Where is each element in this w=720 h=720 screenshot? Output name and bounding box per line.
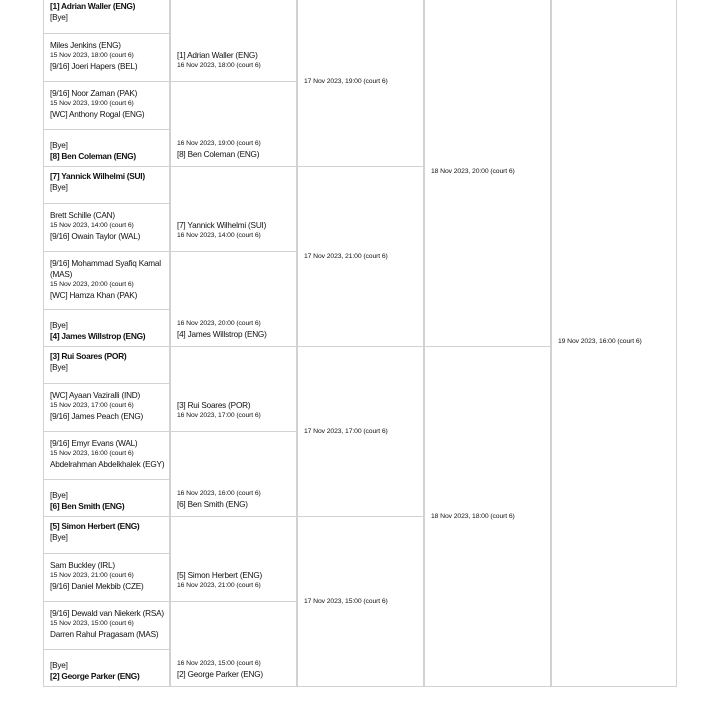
player-name: [9/16] Dewald van Niekerk (RSA) (50, 609, 164, 618)
player-name: Darren Rahul Pragasam (MAS) (50, 630, 159, 639)
round-1-match (43, 204, 170, 252)
player-name: [WC] Anthony Rogal (ENG) (50, 110, 145, 119)
round-2-match (170, 82, 297, 167)
round-2-match (170, 347, 297, 432)
match-schedule: 15 Nov 2023, 20:00 (court 6) (50, 281, 134, 288)
player-name: Brett Schille (CAN) (50, 211, 115, 220)
round-1-match (43, 130, 170, 167)
player-name: (MAS) (50, 270, 73, 279)
round-1-match (43, 517, 170, 554)
seeded-player: [3] Rui Soares (POR) (50, 351, 127, 361)
round-1-match (43, 602, 170, 650)
player-name: [1] Adrian Waller (ENG) (177, 51, 258, 60)
match-schedule: 16 Nov 2023, 17:00 (court 6) (177, 412, 261, 419)
semifinal-match (424, 347, 551, 687)
match-schedule: 15 Nov 2023, 21:00 (court 6) (50, 572, 134, 579)
seeded-player: [1] Adrian Waller (ENG) (50, 1, 136, 11)
match-schedule: 18 Nov 2023, 18:00 (court 6) (431, 512, 515, 520)
match-schedule: 16 Nov 2023, 16:00 (court 6) (177, 490, 261, 497)
match-schedule: 16 Nov 2023, 21:00 (court 6) (177, 582, 261, 589)
player-name: [Bye] (50, 183, 68, 192)
player-name: [9/16] James Peach (ENG) (50, 412, 144, 421)
round-2-match (170, 432, 297, 517)
player-name: [3] Rui Soares (POR) (177, 401, 251, 410)
player-name: [9/16] Owain Taylor (WAL) (50, 232, 141, 241)
round-1-match (43, 82, 170, 130)
final-match (551, 0, 677, 687)
match-schedule: 18 Nov 2023, 20:00 (court 6) (431, 167, 515, 175)
player-name: [WC] Hamza Khan (PAK) (50, 291, 138, 300)
seeded-player: [7] Yannick Wilhelmi (SUI) (50, 171, 145, 181)
match-schedule: 19 Nov 2023, 16:00 (court 6) (558, 337, 642, 345)
match-schedule: 16 Nov 2023, 18:00 (court 6) (177, 62, 261, 69)
round-2-match (170, 167, 297, 252)
player-name: [9/16] Emyr Evans (WAL) (50, 439, 138, 448)
round-1-match (43, 650, 170, 687)
match-schedule: 17 Nov 2023, 19:00 (court 6) (304, 77, 388, 85)
player-name: [9/16] Noor Zaman (PAK) (50, 89, 138, 98)
round-1-match (43, 384, 170, 432)
match-schedule: 16 Nov 2023, 15:00 (court 6) (177, 660, 261, 667)
round-1-match (43, 347, 170, 384)
player-name: [Bye] (50, 363, 68, 372)
seeded-player: [6] Ben Smith (ENG) (50, 501, 125, 511)
player-name: [9/16] Mohammad Syafiq Kamal (50, 259, 161, 268)
round-2-match (170, 0, 297, 82)
quarterfinal-match (297, 167, 424, 347)
round-2-match (170, 252, 297, 347)
player-name: [6] Ben Smith (ENG) (177, 500, 248, 509)
round-1-match (43, 167, 170, 204)
round-1-match (43, 34, 170, 82)
seeded-player: [8] Ben Coleman (ENG) (50, 151, 136, 161)
semifinal-match (424, 0, 551, 347)
match-schedule: 15 Nov 2023, 15:00 (court 6) (50, 620, 134, 627)
match-schedule: 16 Nov 2023, 19:00 (court 6) (177, 140, 261, 147)
seeded-player: [4] James Willstrop (ENG) (50, 331, 146, 341)
quarterfinal-match (297, 347, 424, 517)
player-name: [Bye] (50, 533, 68, 542)
player-name: [WC] Ayaan Vaziralli (IND) (50, 391, 141, 400)
round-2-match (170, 602, 297, 687)
player-name: [2] George Parker (ENG) (177, 670, 263, 679)
player-name: [8] Ben Coleman (ENG) (177, 150, 260, 159)
round-1-match (43, 310, 170, 347)
match-schedule: 17 Nov 2023, 21:00 (court 6) (304, 252, 388, 260)
round-1-match (43, 0, 170, 34)
player-name: [9/16] Daniel Mekbib (CZE) (50, 582, 144, 591)
player-name: [Bye] (50, 321, 68, 330)
quarterfinal-match (297, 517, 424, 687)
round-2-match (170, 517, 297, 602)
match-schedule: 15 Nov 2023, 17:00 (court 6) (50, 402, 134, 409)
round-1-match (43, 480, 170, 517)
match-schedule: 15 Nov 2023, 18:00 (court 6) (50, 52, 134, 59)
player-name: [Bye] (50, 141, 68, 150)
seeded-player: [2] George Parker (ENG) (50, 671, 140, 681)
player-name: [Bye] (50, 661, 68, 670)
match-schedule: 15 Nov 2023, 16:00 (court 6) (50, 450, 134, 457)
match-schedule: 16 Nov 2023, 14:00 (court 6) (177, 232, 261, 239)
match-schedule: 16 Nov 2023, 20:00 (court 6) (177, 320, 261, 327)
match-schedule: 17 Nov 2023, 15:00 (court 6) (304, 597, 388, 605)
quarterfinal-match (297, 0, 424, 167)
match-schedule: 15 Nov 2023, 14:00 (court 6) (50, 222, 134, 229)
round-1-match (43, 432, 170, 480)
round-1-match (43, 252, 170, 310)
player-name: [4] James Willstrop (ENG) (177, 330, 267, 339)
player-name: [7] Yannick Wilhelmi (SUI) (177, 221, 267, 230)
player-name: Miles Jenkins (ENG) (50, 41, 121, 50)
round-1-match (43, 554, 170, 602)
player-name: [Bye] (50, 491, 68, 500)
player-name: Sam Buckley (IRL) (50, 561, 115, 570)
player-name: Abdelrahman Abdelkhalek (EGY) (50, 460, 165, 469)
player-name: [9/16] Joeri Hapers (BEL) (50, 62, 138, 71)
seeded-player: [5] Simon Herbert (ENG) (50, 521, 140, 531)
match-schedule: 15 Nov 2023, 19:00 (court 6) (50, 100, 134, 107)
match-schedule: 17 Nov 2023, 17:00 (court 6) (304, 427, 388, 435)
player-name: [Bye] (50, 13, 68, 22)
player-name: [5] Simon Herbert (ENG) (177, 571, 263, 580)
